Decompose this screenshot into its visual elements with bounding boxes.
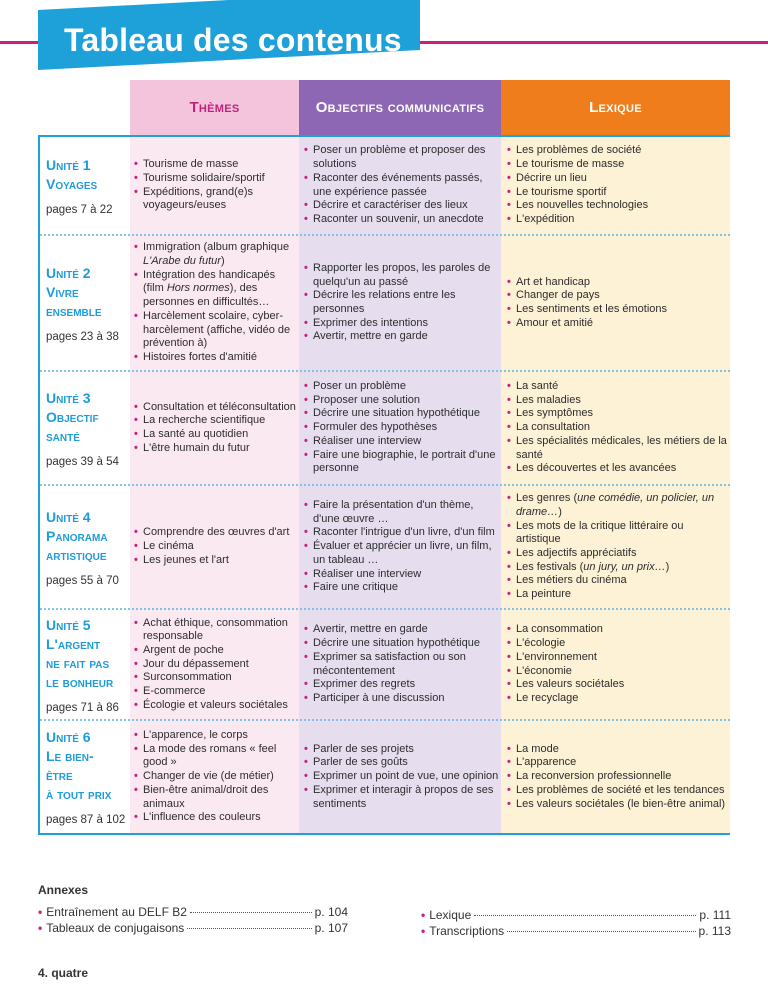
lexique-list [507,743,730,812]
annex-label: Entraînement au DELF B2 [46,905,187,919]
list-item: • Décrire une situation hypothétique [304,637,500,651]
themes-cell [134,486,297,608]
table-row [40,236,730,372]
list-item: • Le recyclage [507,692,730,706]
list-item: • L'économie [507,665,730,679]
list-item: • Exprimer sa satisfaction ou son mécontentement [304,651,500,678]
list-item: • La recherche scientifique [134,414,297,428]
themes-list [134,526,297,567]
objectifs-cell [304,236,500,370]
list-item: • Poser un problème et proposer des solutions [304,144,500,171]
table-body [38,135,730,835]
list-item: • Raconter l'intrigue d'un livre, d'un film [304,526,500,540]
list-item: • Changer de vie (de métier) [134,770,297,784]
list-item: • Les problèmes de société et les tendances [507,784,730,798]
themes-cell [134,721,297,833]
annex-label: Transcriptions [429,924,505,938]
list-item: • Histoires fortes d'amitié [134,351,297,365]
annex-label: Tableaux de conjugaisons [46,921,185,935]
objectifs-cell [304,610,500,719]
list-item: • La reconversion professionnelle [507,770,730,784]
page-footer: 4. quatre [38,966,89,980]
list-item: • Décrire un lieu [507,172,730,186]
header-themes: Thèmes [130,80,299,135]
unit-name: Objectif [46,408,99,425]
list-item: • Avertir, mettre en garde [304,623,500,637]
unit-cell [46,236,128,370]
header-objectifs: Objectifs communicatifs [299,80,501,135]
list-item: • Réaliser une interview [304,568,500,582]
bullet-icon: • [421,924,426,938]
list-item: • Les mots de la critique littéraire ou artistique [507,520,730,547]
annex-list-left [38,904,348,936]
unit-cell [46,137,128,234]
list-item: • L'expédition [507,213,730,227]
list-item: • E-commerce [134,685,297,699]
unit-cell [46,372,128,484]
themes-cell [134,236,297,370]
list-item: • Le tourisme de masse [507,158,730,172]
dot-leader [190,912,312,913]
list-item: • Les festivals (un jury, un prix…) [507,561,730,575]
table-row [40,721,730,833]
unit-label: Unité 5 [46,616,91,633]
lexique-cell [507,721,730,833]
objectifs-list [304,743,500,812]
objectifs-cell [304,372,500,484]
unit-name: L'argent [46,635,101,652]
list-item: • Achat éthique, consommation responsable [134,617,297,644]
list-item: • L'écologie [507,637,730,651]
unit-pages: pages 71 à 86 [46,701,119,714]
themes-list [134,729,297,825]
bullet-icon: • [421,908,426,922]
unit-name: Le bien- [46,748,94,764]
unit-name: Vivre [46,283,79,300]
lexique-cell [507,372,730,484]
lexique-list [507,144,730,226]
lexique-cell [507,610,730,719]
objectifs-list [304,380,500,476]
objectifs-cell [304,721,500,833]
unit-name: ne fait pas [46,654,110,671]
annex-entry[interactable] [38,920,348,936]
list-item: • Les sentiments et les émotions [507,303,730,317]
themes-list [134,401,297,456]
list-item: • Les valeurs sociétales [507,678,730,692]
list-item: • Tourisme solidaire/sportif [134,172,297,186]
list-item: • Écologie et valeurs sociétales [134,699,297,713]
unit-name: être [46,767,73,783]
unit-name: ensemble [46,302,102,319]
list-item: • Les problèmes de société [507,144,730,158]
lexique-list [507,380,730,476]
lexique-cell [507,236,730,370]
list-item: • Parler de ses goûts [304,756,500,770]
list-item: • Poser un problème [304,380,500,394]
themes-cell [134,372,297,484]
unit-label: Unité 6 [46,729,91,745]
header-lexique: Lexique [501,80,730,135]
objectifs-list [304,623,500,705]
list-item: • Exprimer des regrets [304,678,500,692]
list-item: • Formuler des hypothèses [304,421,500,435]
list-item: • Exprimer des intentions [304,317,500,331]
themes-list [134,241,297,364]
objectifs-list [304,499,500,595]
list-item: • Le cinéma [134,540,297,554]
dot-leader [507,931,695,932]
unit-name: à tout prix [46,786,112,802]
annex-label: Lexique [429,908,472,922]
list-item: • Exprimer et interagir à propos de ses sentiments [304,784,500,811]
list-item: • Raconter un souvenir, un anecdote [304,213,500,227]
annex-page: p. 113 [698,924,731,938]
unit-name: artistique [46,546,107,563]
unit-pages: pages 55 à 70 [46,574,119,587]
unit-label: Unité 3 [46,389,91,406]
list-item: • La santé [507,380,730,394]
list-item: • Les nouvelles technologies [507,199,730,213]
list-item: • Changer de pays [507,289,730,303]
list-item: • Les métiers du cinéma [507,574,730,588]
objectifs-cell [304,486,500,608]
list-item: • Décrire et caractériser des lieux [304,199,500,213]
table-row [40,486,730,610]
annex-page: p. 111 [699,908,731,922]
unit-label: Unité 4 [46,508,91,525]
list-item: • Immigration (album graphique L'Arabe du futur) [134,241,297,268]
objectifs-list [304,262,500,344]
unit-name: le bonheur [46,673,114,690]
table-row [40,137,730,236]
lexique-list [507,276,730,331]
objectifs-cell [304,137,500,234]
unit-name: Voyages [46,175,98,192]
list-item: • Raconter des événements passés, une expérience passée [304,172,500,199]
themes-cell [134,137,297,234]
annex-page: p. 104 [314,905,348,919]
list-item: • Les valeurs sociétales (le bien-être animal) [507,798,730,812]
themes-list [134,158,297,213]
unit-name: Panorama [46,527,108,544]
unit-cell [46,486,128,608]
annex-page: p. 107 [314,921,348,935]
list-item: • La consommation [507,623,730,637]
themes-list [134,617,297,713]
table-row [40,610,730,721]
unit-name: santé [46,427,80,444]
list-item: • Les symptômes [507,407,730,421]
bullet-icon: • [38,921,43,935]
unit-label: Unité 2 [46,264,91,281]
unit-cell [46,721,128,833]
list-item: • Les genres (une comédie, un policier, un drame…) [507,492,730,519]
list-item: • Argent de poche [134,644,297,658]
list-item: • Art et handicap [507,276,730,290]
list-item: • Bien-être animal/droit des animaux [134,784,297,811]
list-item: • Les adjectifs appréciatifs [507,547,730,561]
unit-pages: pages 87 à 102 [46,814,126,826]
lexique-cell [507,137,730,234]
list-item: • La mode [507,743,730,757]
list-item: • L'environnement [507,651,730,665]
list-item: • Consultation et téléconsultation [134,401,297,415]
list-item: • La santé au quotidien [134,428,297,442]
unit-cell [46,610,128,719]
list-item: • Décrire les relations entre les personnes [304,289,500,316]
unit-pages: pages 39 à 54 [46,455,119,468]
list-item: • Faire une biographie, le portrait d'une personne [304,449,500,476]
lexique-list [507,492,730,602]
bullet-icon: • [38,905,43,919]
unit-label: Unité 1 [46,156,91,173]
list-item: • Décrire une situation hypothétique [304,407,500,421]
list-item: • Avertir, mettre en garde [304,330,500,344]
list-item: • Réaliser une interview [304,435,500,449]
list-item: • Intégration des handicapés (film Hors normes), des personnes en difficultés… [134,269,297,310]
list-item: • Surconsommation [134,671,297,685]
list-item: • Les découvertes et les avancées [507,462,730,476]
list-item: • Jour du dépassement [134,658,297,672]
objectifs-list [304,144,500,226]
dot-leader [187,928,311,929]
list-item: • La mode des romans « feel good » [134,743,297,770]
list-item: • Les jeunes et l'art [134,554,297,568]
list-item: • Harcèlement scolaire, cyber-harcèlement (affiche, vidéo de prévention à) [134,310,297,351]
list-item: • Proposer une solution [304,394,500,408]
list-item: • Parler de ses projets [304,743,500,757]
table-row [40,372,730,486]
annex-entry[interactable] [38,904,348,920]
table-header-row [38,80,730,135]
list-item: • La peinture [507,588,730,602]
list-item: • La consultation [507,421,730,435]
unit-pages: pages 7 à 22 [46,203,113,216]
list-item: • Les maladies [507,394,730,408]
list-item: • Tourisme de masse [134,158,297,172]
unit-pages: pages 23 à 38 [46,330,119,343]
list-item: • Amour et amitié [507,317,730,331]
annex-entry[interactable] [421,907,731,923]
list-item: • Faire la présentation d'un thème, d'une œuvre … [304,499,500,526]
list-item: • Évaluer et apprécier un livre, un film, un tableau … [304,540,500,567]
list-item: • L'apparence [507,756,730,770]
list-item: • Comprendre des œuvres d'art [134,526,297,540]
list-item: • Les spécialités médicales, les métiers de la santé [507,435,730,462]
list-item: • Le tourisme sportif [507,186,730,200]
list-item: • L'influence des couleurs [134,811,297,825]
annex-list-right [421,907,731,939]
list-item: • Exprimer un point de vue, une opinion [304,770,500,784]
list-item: • L'apparence, le corps [134,729,297,743]
page-title: Tableau des contenus [64,22,402,58]
themes-cell [134,610,297,719]
annexes-title: Annexes [38,883,89,897]
list-item: • Expéditions, grand(e)s voyageurs/euses [134,186,297,213]
annex-entry[interactable] [421,923,731,939]
list-item: • Participer à une discussion [304,692,500,706]
lexique-list [507,623,730,705]
list-item: • L'être humain du futur [134,442,297,456]
contents-table [38,80,730,835]
list-item: • Faire une critique [304,581,500,595]
dot-leader [474,915,696,916]
lexique-cell [507,486,730,608]
list-item: • Rapporter les propos, les paroles de quelqu'un au passé [304,262,500,289]
